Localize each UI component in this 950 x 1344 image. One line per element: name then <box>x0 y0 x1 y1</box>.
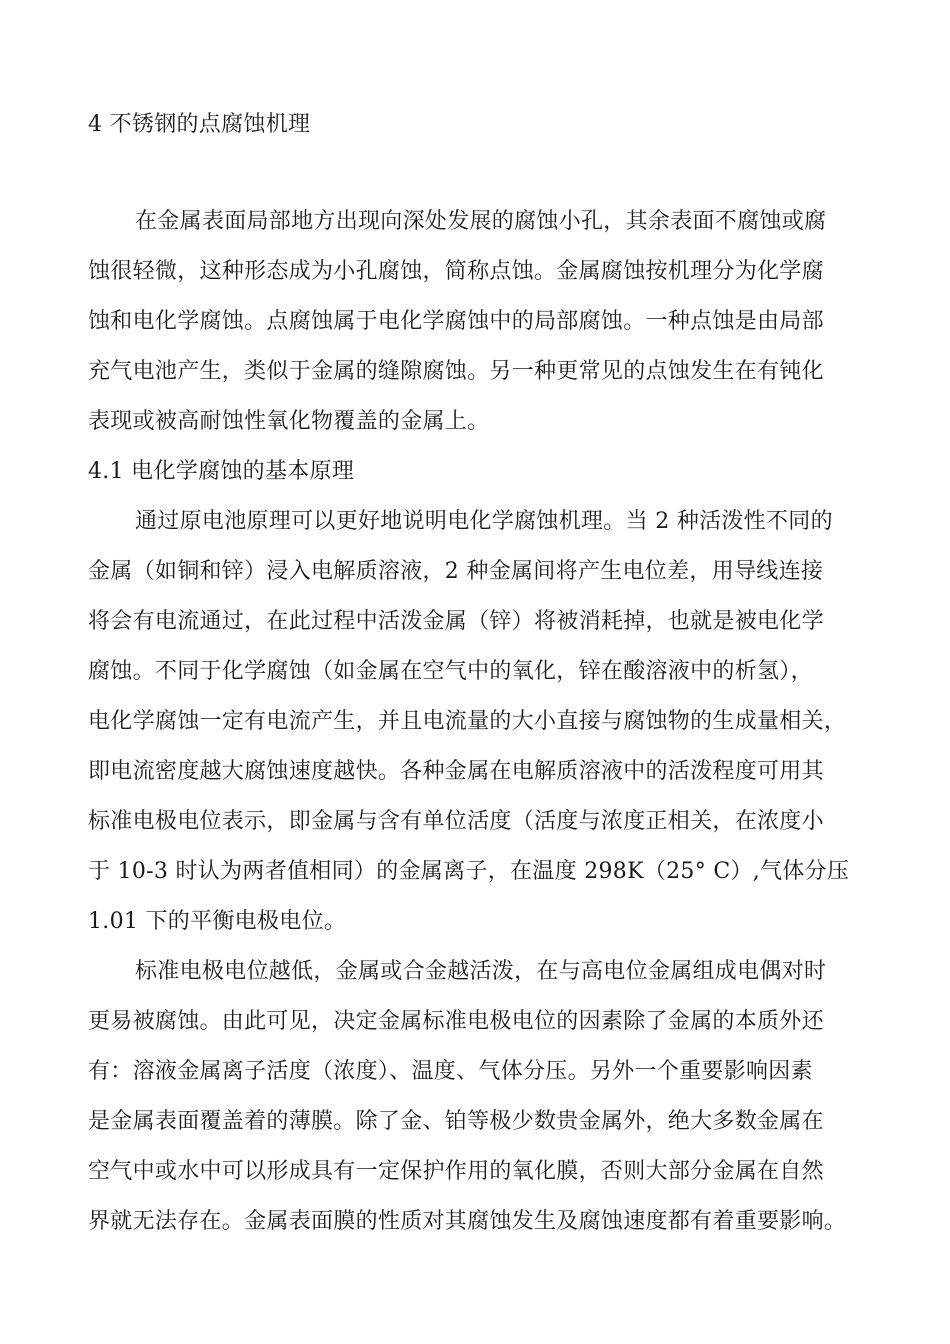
para1-line-5: 电化学腐蚀一定有电流产生，并且电流量的大小直接与腐蚀物的生成量相关， <box>88 709 847 734</box>
para1-line-3: 将会有电流通过，在此过程中活泼金属（锌）将被消耗掉，也就是被电化学 <box>88 609 824 634</box>
intro-line-2: 蚀很轻微，这种形态成为小孔腐蚀，简称点蚀。金属腐蚀按机理分为化学腐 <box>88 259 824 284</box>
para1-line-2: 金属（如铜和锌）浸入电解质溶液，2 种金属间将产生电位差，用导线连接 <box>88 559 824 584</box>
para2-line-2: 更易被腐蚀。由此可见，决定金属标准电极电位的因素除了金属的本质外还 <box>88 1009 824 1034</box>
para1-line-9: 1.01 下的平衡电极电位。 <box>88 909 347 934</box>
para2-line-4: 是金属表面覆盖着的薄膜。除了金、铂等极少数贵金属外，绝大多数金属在 <box>88 1109 824 1134</box>
para1-line-4: 腐蚀。不同于化学腐蚀（如金属在空气中的氧化，锌在酸溶液中的析氢）， <box>88 659 813 684</box>
intro-line-5: 表现或被高耐蚀性氧化物覆盖的金属上。 <box>88 409 490 434</box>
para1-line-6: 即电流密度越大腐蚀速度越快。各种金属在电解质溶液中的活泼程度可用其 <box>88 759 824 784</box>
intro-line-4: 充气电池产生，类似于金属的缝隙腐蚀。另一种更常见的点蚀发生在有钝化 <box>88 359 824 384</box>
para2-line-6: 界就无法存在。金属表面膜的性质对其腐蚀发生及腐蚀速度都有着重要影响。 <box>88 1209 847 1234</box>
intro-line-1: 在金属表面局部地方出现向深处发展的腐蚀小孔，其余表面不腐蚀或腐 <box>135 209 827 234</box>
para1-line-7: 标准电极电位表示，即金属与含有单位活度（活度与浓度正相关，在浓度小 <box>88 809 824 834</box>
para2-line-5: 空气中或水中可以形成具有一定保护作用的氧化膜，否则大部分金属在自然 <box>88 1159 824 1184</box>
intro-line-3: 蚀和电化学腐蚀。点腐蚀属于电化学腐蚀中的局部腐蚀。一种点蚀是由局部 <box>88 309 824 334</box>
para1-line-8: 于 10-3 时认为两者值相同）的金属离子，在温度 298K（25° C）,气体分压 <box>88 859 850 884</box>
section-heading-4-1: 4.1 电化学腐蚀的基本原理 <box>88 459 355 484</box>
section-heading-4: 4 不锈钢的点腐蚀机理 <box>88 112 311 137</box>
para2-line-1: 标准电极电位越低，金属或合金越活泼，在与高电位金属组成电偶对时 <box>135 959 827 984</box>
para1-line-1: 通过原电池原理可以更好地说明电化学腐蚀机理。当 2 种活泼性不同的 <box>135 509 833 534</box>
para2-line-3: 有：溶液金属离子活度（浓度）、温度、气体分压。另外一个重要影响因素 <box>88 1059 813 1084</box>
